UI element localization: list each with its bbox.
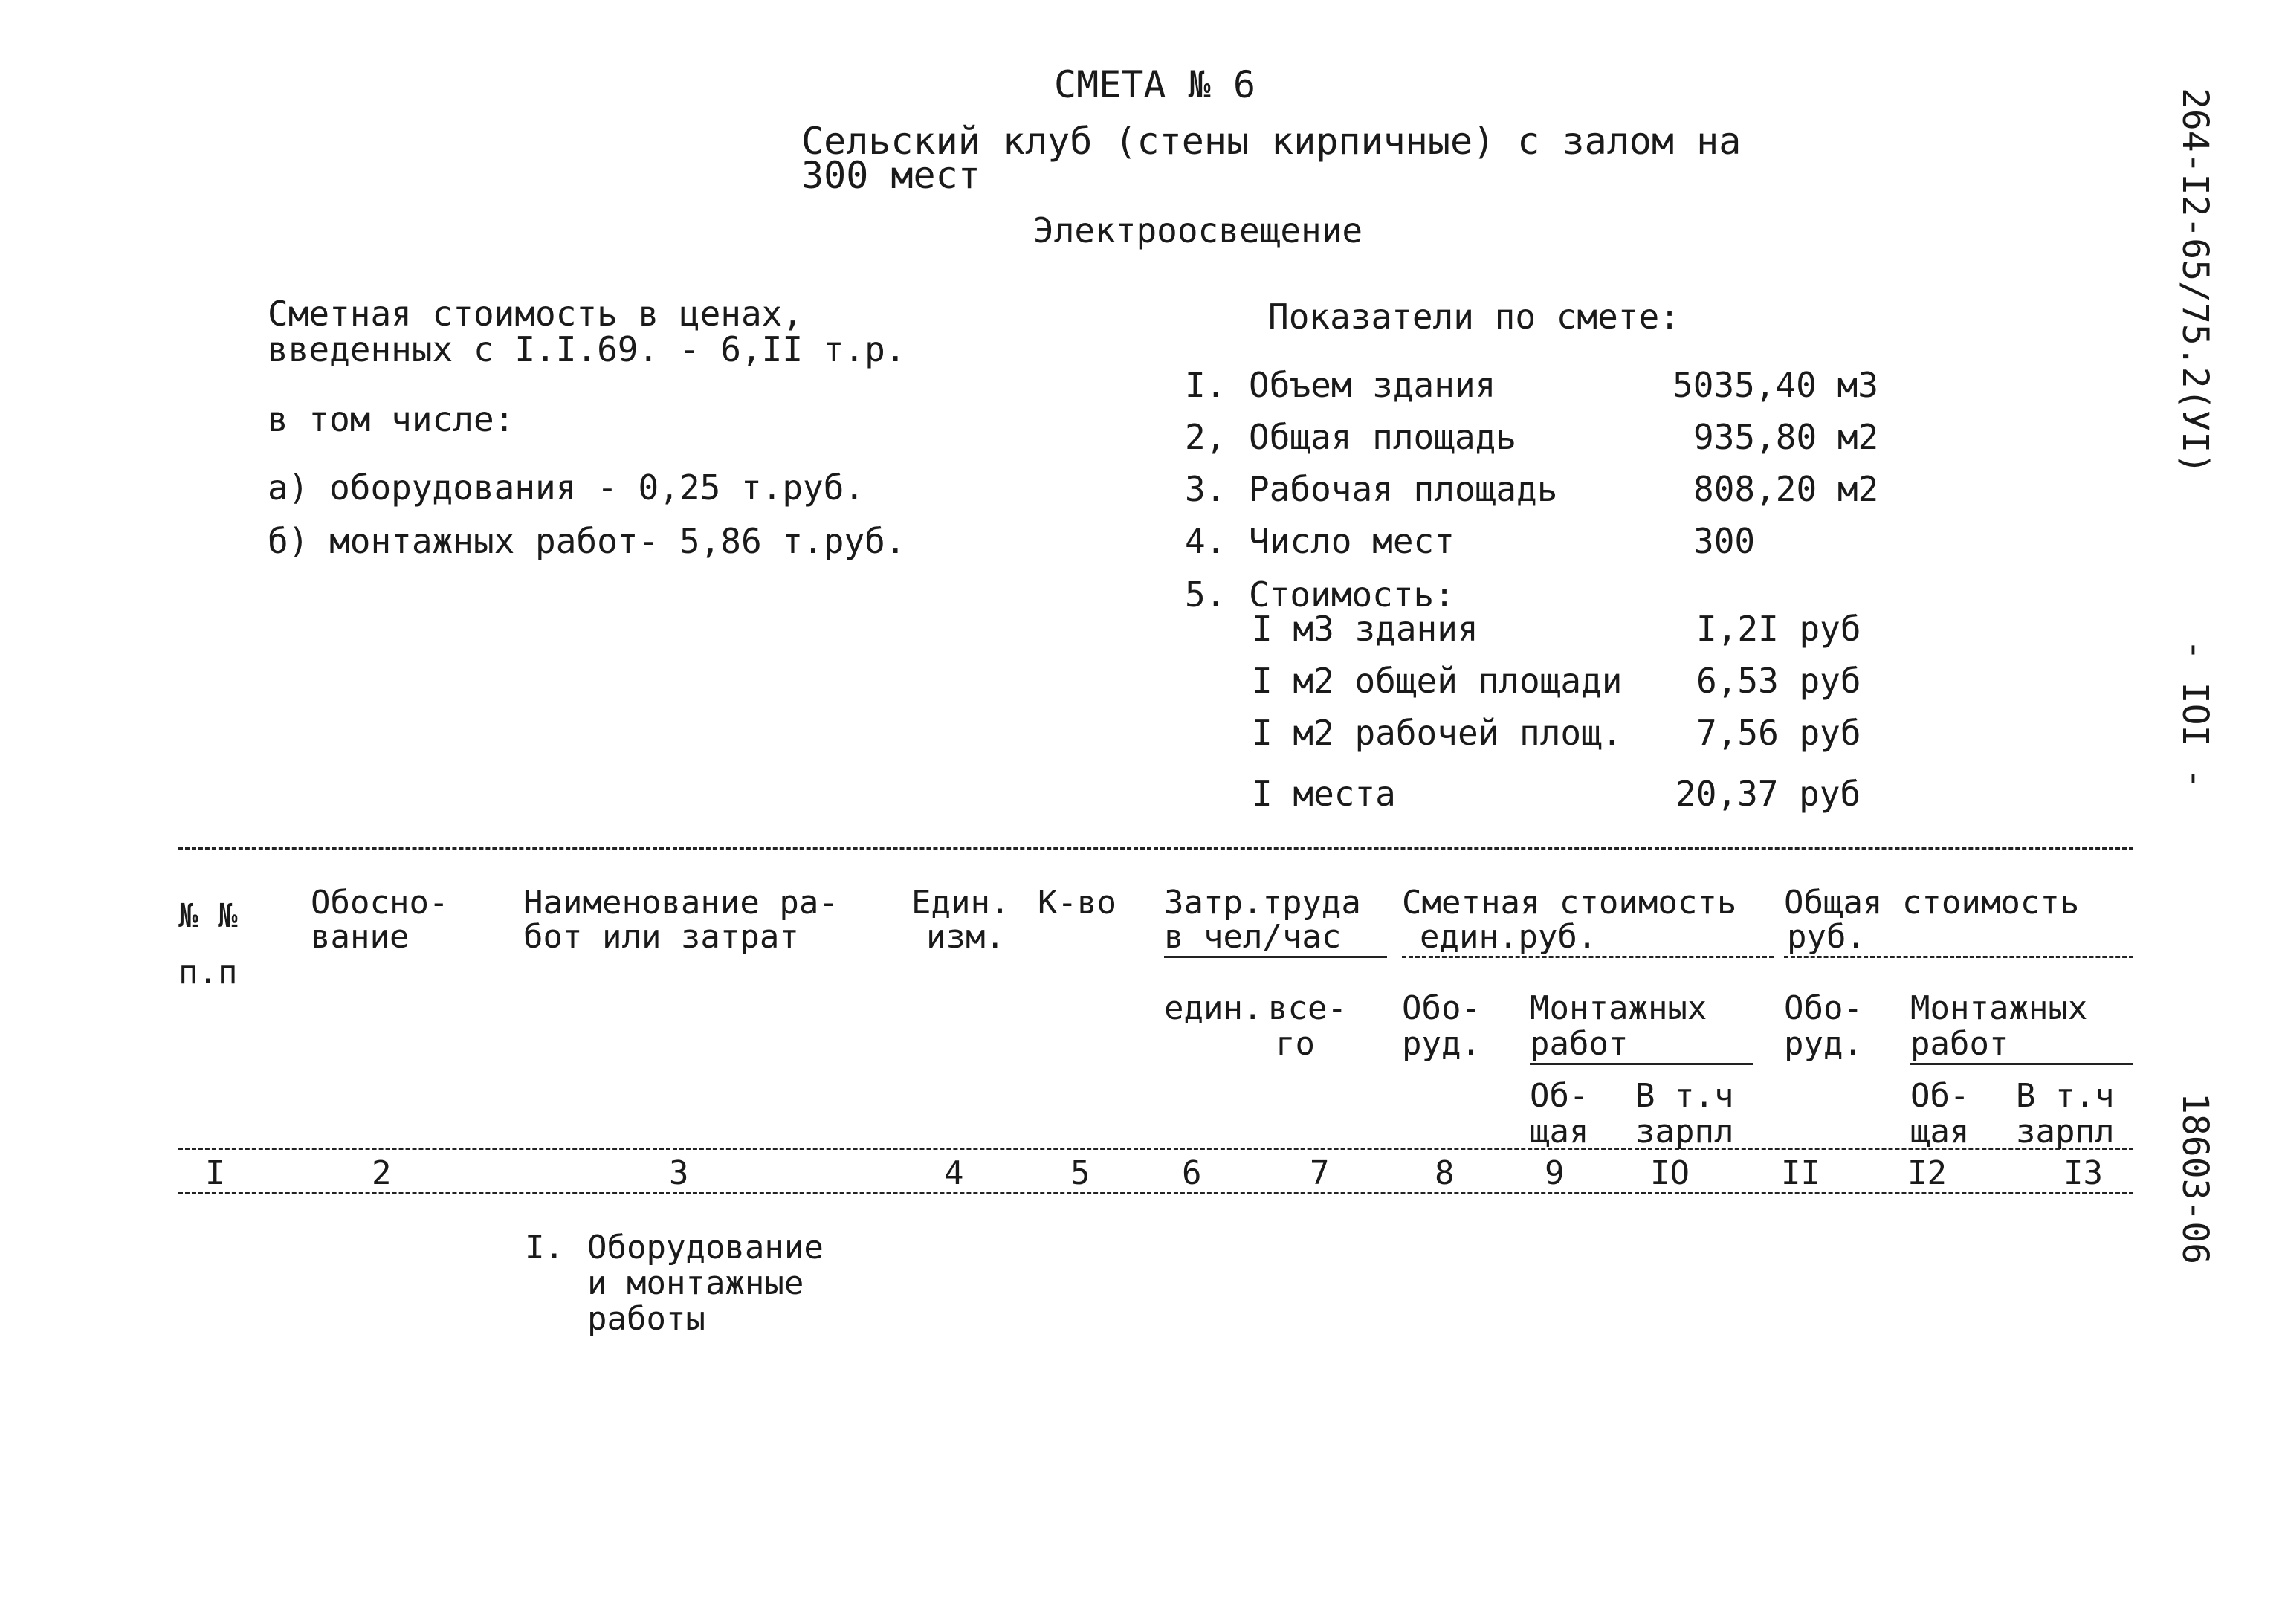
column-number: 6 [1182,1154,1202,1192]
equipment-cost: а) оборудования - 0,25 т.руб. [268,468,865,508]
section-number: I. [525,1229,564,1266]
labor-underline [1164,956,1387,958]
column-number: 4 [944,1154,964,1192]
unit-cost-value: I,2I руб [1696,609,1861,649]
col-labor-header-1: Затр.труда [1164,884,1361,922]
unit-cost-label: I м2 общей площади [1252,661,1623,701]
col6-header: един. [1164,989,1263,1027]
column-number: 5 [1070,1154,1090,1192]
mount-underline [1530,1063,1753,1065]
col-name-header-1: Наименование ра- [523,884,838,922]
col10-header-1: В т.ч [1635,1077,1734,1115]
col-estcost-header-1: Сметная стоимость [1402,884,1737,922]
object-name-line2: 300 мест [801,154,980,197]
col-qty-header: К-во [1038,884,1116,922]
col-total-header-2: руб. [1787,918,1866,956]
column-number: 9 [1545,1154,1565,1192]
unit-cost-label: I места [1252,774,1396,814]
unit-cost-value: 20,37 руб [1675,774,1861,814]
col-estcost-header-2: един.руб. [1420,918,1597,956]
indicator-value: 300 [1693,521,1756,561]
estimated-cost-line1: Сметная стоимость в ценах, [268,294,804,334]
section-title-line3: работы [587,1300,705,1338]
installation-cost: б) монтажных работ- 5,86 т.руб. [268,521,906,561]
col12-header-2: щая [1910,1113,1970,1151]
col7-header-2: го [1276,1025,1315,1063]
column-number: I3 [2063,1154,2103,1192]
indicator-num: 2, [1185,417,1226,457]
total-mount-underline [1910,1063,2133,1065]
unit-cost-label: I м2 рабочей площ. [1252,713,1623,753]
archive-number: 18603-06 [2174,1093,2216,1265]
object-name-line1: Сельский клуб (стены кирпичные) с залом на [801,120,1742,163]
indicator-label: Стоимость: [1249,575,1455,615]
col7-header-1: все- [1268,989,1347,1027]
col-name-header-2: бот или затрат [523,918,799,956]
indicator-num: 3. [1185,469,1226,509]
column-number: 3 [669,1154,689,1192]
col8-header-2: руд. [1402,1025,1481,1063]
col-unit-header-2: изм. [926,918,1005,956]
mount-header-1: Монтажных [1530,989,1707,1027]
col9-header-1: Об- [1530,1077,1589,1115]
indicator-num: I. [1185,365,1226,405]
col-total-header-1: Общая стоимость [1784,884,2080,922]
section-title-line1: Оборудование [587,1229,824,1266]
col12-header-1: Об- [1910,1077,1970,1115]
col10-header-2: зарпл [1635,1113,1734,1151]
page-number: - IOI - [2174,639,2216,790]
col-basis-header-2: вание [311,918,410,956]
section-title-line2: и монтажные [587,1264,804,1302]
unit-cost-label: I м3 здания [1252,609,1478,649]
section-title: Электроосвещение [1033,210,1363,250]
total-mount-header-1: Монтажных [1910,989,2088,1027]
col-unit-header-1: Един. [911,884,1010,922]
mount-header-2: работ [1530,1025,1629,1063]
document-title: СМЕТА № 6 [1054,63,1255,106]
total-mount-header-2: работ [1910,1025,2009,1063]
col-num-header-2: п.п [178,954,238,991]
col9-header-2: щая [1530,1113,1589,1151]
estcost-underline [1402,956,1774,958]
indicator-value: 808,20 м2 [1693,469,1879,509]
indicator-label: Объем здания [1249,365,1496,405]
table-top-rule [178,847,2133,850]
col11-header-1: Обо- [1784,989,1863,1027]
indicator-value: 5035,40 м3 [1672,365,1878,405]
indicator-num: 4. [1185,521,1226,561]
total-underline [1784,956,2133,958]
indicator-num: 5. [1185,575,1226,615]
col-num-header-1: № № [178,897,238,935]
column-number: 7 [1310,1154,1330,1192]
column-number-rule [178,1192,2133,1194]
indicator-value: 935,80 м2 [1693,417,1879,457]
document-code: 264-I2-65/75.2(УI) [2174,88,2216,475]
column-number: II [1781,1154,1820,1192]
col13-header-2: зарпл [2016,1113,2115,1151]
indicators-heading: Показатели по смете: [1268,297,1680,337]
unit-cost-value: 7,56 руб [1696,713,1861,753]
unit-cost-value: 6,53 руб [1696,661,1861,701]
column-number: I [205,1154,225,1192]
col-basis-header-1: Обосно- [311,884,449,922]
col11-header-2: руд. [1784,1025,1863,1063]
table-header-rule [178,1148,2133,1150]
column-number: 2 [372,1154,392,1192]
indicator-label: Рабочая площадь [1249,469,1558,509]
indicator-label: Общая площадь [1249,417,1517,457]
col8-header-1: Обо- [1402,989,1481,1027]
column-number: I2 [1907,1154,1947,1192]
column-number: 8 [1435,1154,1455,1192]
col13-header-1: В т.ч [2016,1077,2115,1115]
estimated-cost-line2: введенных с I.I.69. - 6,II т.р. [268,329,906,369]
col-labor-header-2: в чел/час [1164,918,1342,956]
including-label: в том числе: [268,399,515,439]
indicator-label: Число мест [1249,521,1455,561]
column-number: IO [1650,1154,1690,1192]
